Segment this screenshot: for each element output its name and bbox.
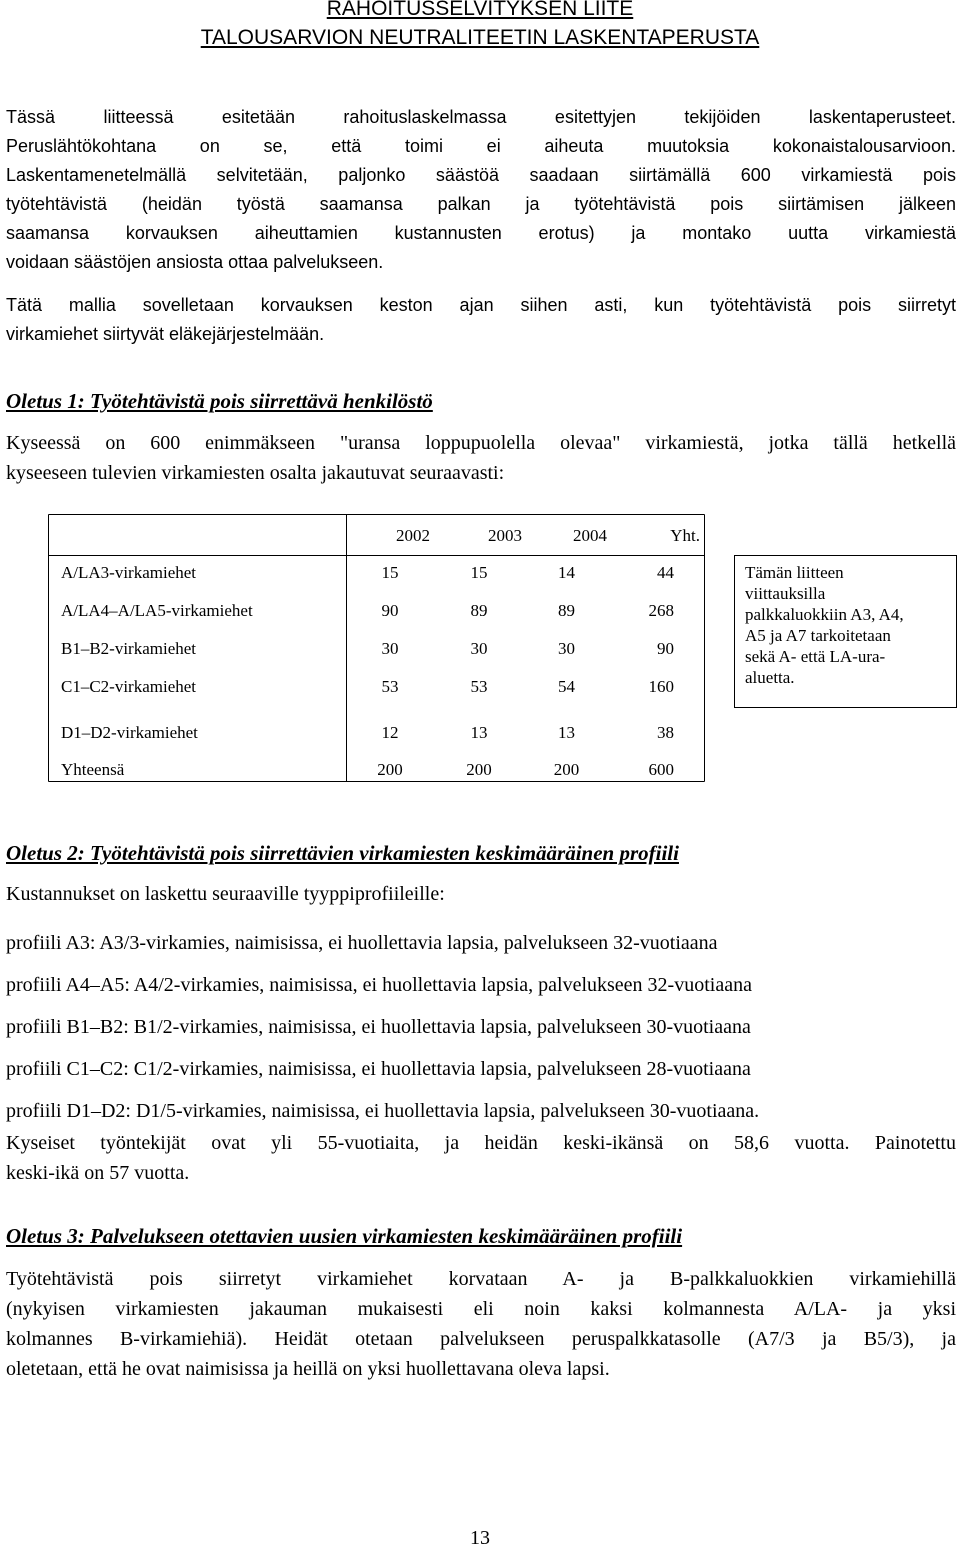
section-heading-3: Oletus 3: Palvelukseen otettavien uusien virkamiesten keskimääräinen profiili bbox=[6, 1224, 683, 1248]
header-cell bbox=[49, 517, 346, 554]
table-header-row bbox=[49, 517, 704, 554]
intro-line: Laskentamenetelmällä selvitetään, paljonko säästöä saadaan siirtämällä 600 virkamiestä pois bbox=[6, 165, 956, 185]
table-cell: 89 bbox=[558, 601, 575, 620]
note-box bbox=[734, 555, 957, 708]
table-cell: 53 bbox=[470, 677, 488, 696]
intro-line: Tätä mallia sovelletaan korvauksen keston ajan siihen asti, kun työtehtävistä pois siirretyt bbox=[6, 295, 956, 315]
note-line: sekä A- että LA-ura- bbox=[745, 647, 886, 666]
age-paragraph bbox=[6, 1128, 956, 1188]
table-row bbox=[49, 592, 704, 630]
table-cell: 14 bbox=[558, 563, 575, 582]
paragraph-line: Kyseessä on 600 enimmäkseen "uransa loppupuolella olevaa" virkamiestä, jotka tällä hetkellä bbox=[6, 432, 956, 454]
row-label: A/LA3-virkamiehet bbox=[61, 563, 197, 582]
note-line: aluetta. bbox=[745, 668, 795, 687]
header-cell: 2002 bbox=[396, 525, 430, 545]
note-line: Tämän liitteen bbox=[745, 563, 844, 582]
personnel-table bbox=[49, 517, 704, 789]
paragraph-line: keski-ikä on 57 vuotta. bbox=[6, 1162, 190, 1184]
table-cell: 44 bbox=[657, 563, 674, 582]
section-heading-1: Oletus 1: Työtehtävistä pois siirrettävä henkilöstö bbox=[6, 389, 433, 413]
section-3-paragraph bbox=[6, 1264, 956, 1384]
table-cell: 30 bbox=[381, 639, 399, 658]
profile-list bbox=[6, 922, 956, 1132]
table-cell: 200 bbox=[553, 760, 580, 779]
table-cell: 53 bbox=[381, 677, 399, 696]
table-cell: 89 bbox=[470, 601, 488, 620]
table-cell: 90 bbox=[657, 639, 674, 658]
intro-line: voidaan säästöjen ansiosta ottaa palvelukseen. bbox=[6, 252, 384, 272]
section-heading-2: Oletus 2: Työtehtävistä pois siirrettävien virkamiesten keskimääräinen profiili bbox=[6, 841, 679, 865]
table-row bbox=[49, 668, 704, 706]
document-subtitle: TALOUSARVION NEUTRALITEETIN LASKENTAPERUSTA bbox=[200, 26, 760, 49]
table-cell: 160 bbox=[648, 677, 674, 696]
table-row bbox=[49, 630, 704, 668]
row-label: D1–D2-virkamiehet bbox=[61, 723, 198, 742]
section-2-intro: Kustannukset on laskettu seuraaville tyyppiprofiileille: bbox=[6, 883, 445, 905]
paragraph-line: Työtehtävistä pois siirretyt virkamiehet korvataan A- ja B-palkkaluokkien virkamiehillä bbox=[6, 1268, 956, 1290]
header-cell: Yht. bbox=[670, 525, 700, 545]
profile-item: profiili B1–B2: B1/2-virkamies, naimisissa, ei huollettavia lapsia, palvelukseen 30-vuotiaana bbox=[6, 1016, 751, 1038]
table-cell: 200 bbox=[466, 760, 492, 779]
row-label: Yhteensä bbox=[61, 760, 125, 779]
note-line: palkkaluokkiin A3, A4, bbox=[745, 605, 904, 624]
table-cell: 38 bbox=[657, 723, 674, 742]
paragraph-line: Kyseiset työntekijät ovat yli 55-vuotiaita, ja heidän keski-ikänsä on 58,6 vuotta. Painotettu bbox=[6, 1132, 956, 1154]
header-cell: 2004 bbox=[573, 525, 607, 545]
table-cell: 268 bbox=[648, 601, 674, 620]
page-number: 13 bbox=[470, 1527, 490, 1549]
table-cell: 12 bbox=[381, 723, 399, 742]
profile-item: profiili A3: A3/3-virkamies, naimisissa, ei huollettavia lapsia, palvelukseen 32-vuotiaana bbox=[6, 932, 718, 954]
paragraph-line: (nykyisen virkamiesten jakauman mukaisesti eli noin kaksi kolmannesta A/LA- ja yksi bbox=[6, 1298, 956, 1320]
table-cell: 90 bbox=[381, 601, 399, 620]
table-cell: 54 bbox=[558, 677, 575, 696]
row-label: C1–C2-virkamiehet bbox=[61, 677, 197, 696]
intro-line: Peruslähtökohtana on se, että toimi ei aiheuta muutoksia kokonaistalousarvioon. bbox=[6, 136, 956, 156]
intro-line: virkamiehet siirtyvät eläkejärjestelmään. bbox=[6, 324, 325, 344]
profile-item: profiili D1–D2: D1/5-virkamies, naimisissa, ei huollettavia lapsia, palvelukseen 30-vuotiaana. bbox=[6, 1100, 760, 1122]
paragraph-line: kolmannes B-virkamiehiä). Heidät otetaan palvelukseen peruspalkkatasolle (A7/3 ja B5/3), ja bbox=[6, 1328, 956, 1350]
table-cell: 200 bbox=[377, 760, 403, 779]
paragraph-line: oletetaan, että he ovat naimisissa ja heillä on yksi huollettavana oleva lapsi. bbox=[6, 1358, 610, 1380]
row-label: A/LA4–A/LA5-virkamiehet bbox=[61, 601, 253, 620]
profile-item: profiili C1–C2: C1/2-virkamies, naimisissa, ei huollettavia lapsia, palvelukseen 28-vuotiaana bbox=[6, 1058, 751, 1080]
table-cell: 15 bbox=[381, 563, 399, 582]
document-title: RAHOITUSSELVITYKSEN LIITE bbox=[326, 0, 634, 20]
table-cell: 30 bbox=[558, 639, 575, 658]
table-cell: 30 bbox=[470, 639, 488, 658]
table-row bbox=[49, 751, 704, 789]
table-cell: 13 bbox=[558, 723, 575, 742]
table-row bbox=[49, 554, 704, 592]
table-row bbox=[49, 706, 704, 751]
table-cell: 15 bbox=[470, 563, 488, 582]
row-label: B1–B2-virkamiehet bbox=[61, 639, 197, 658]
paragraph-line: kyseeseen tulevien virkamiesten osalta jakautuvat seuraavasti: bbox=[6, 462, 505, 484]
intro-line: Tässä liitteessä esitetään rahoituslaskelmassa esitettyjen tekijöiden laskentaperusteet. bbox=[6, 107, 956, 127]
note-line: viittauksilla bbox=[745, 584, 826, 603]
intro-line: saamansa korvauksen aiheuttamien kustannusten erotus) ja montako uutta virkamiestä bbox=[6, 223, 956, 243]
table-cell: 13 bbox=[470, 723, 488, 742]
table-cell: 600 bbox=[648, 760, 674, 779]
header-cell: 2003 bbox=[488, 525, 522, 545]
intro-line: työtehtävistä (heidän työstä saamansa palkan ja työtehtävistä pois siirtämisen jälkeen bbox=[6, 194, 956, 214]
profile-item: profiili A4–A5: A4/2-virkamies, naimisissa, ei huollettavia lapsia, palvelukseen 32-vuotiaana bbox=[6, 974, 752, 996]
note-line: A5 ja A7 tarkoitetaan bbox=[745, 626, 891, 645]
